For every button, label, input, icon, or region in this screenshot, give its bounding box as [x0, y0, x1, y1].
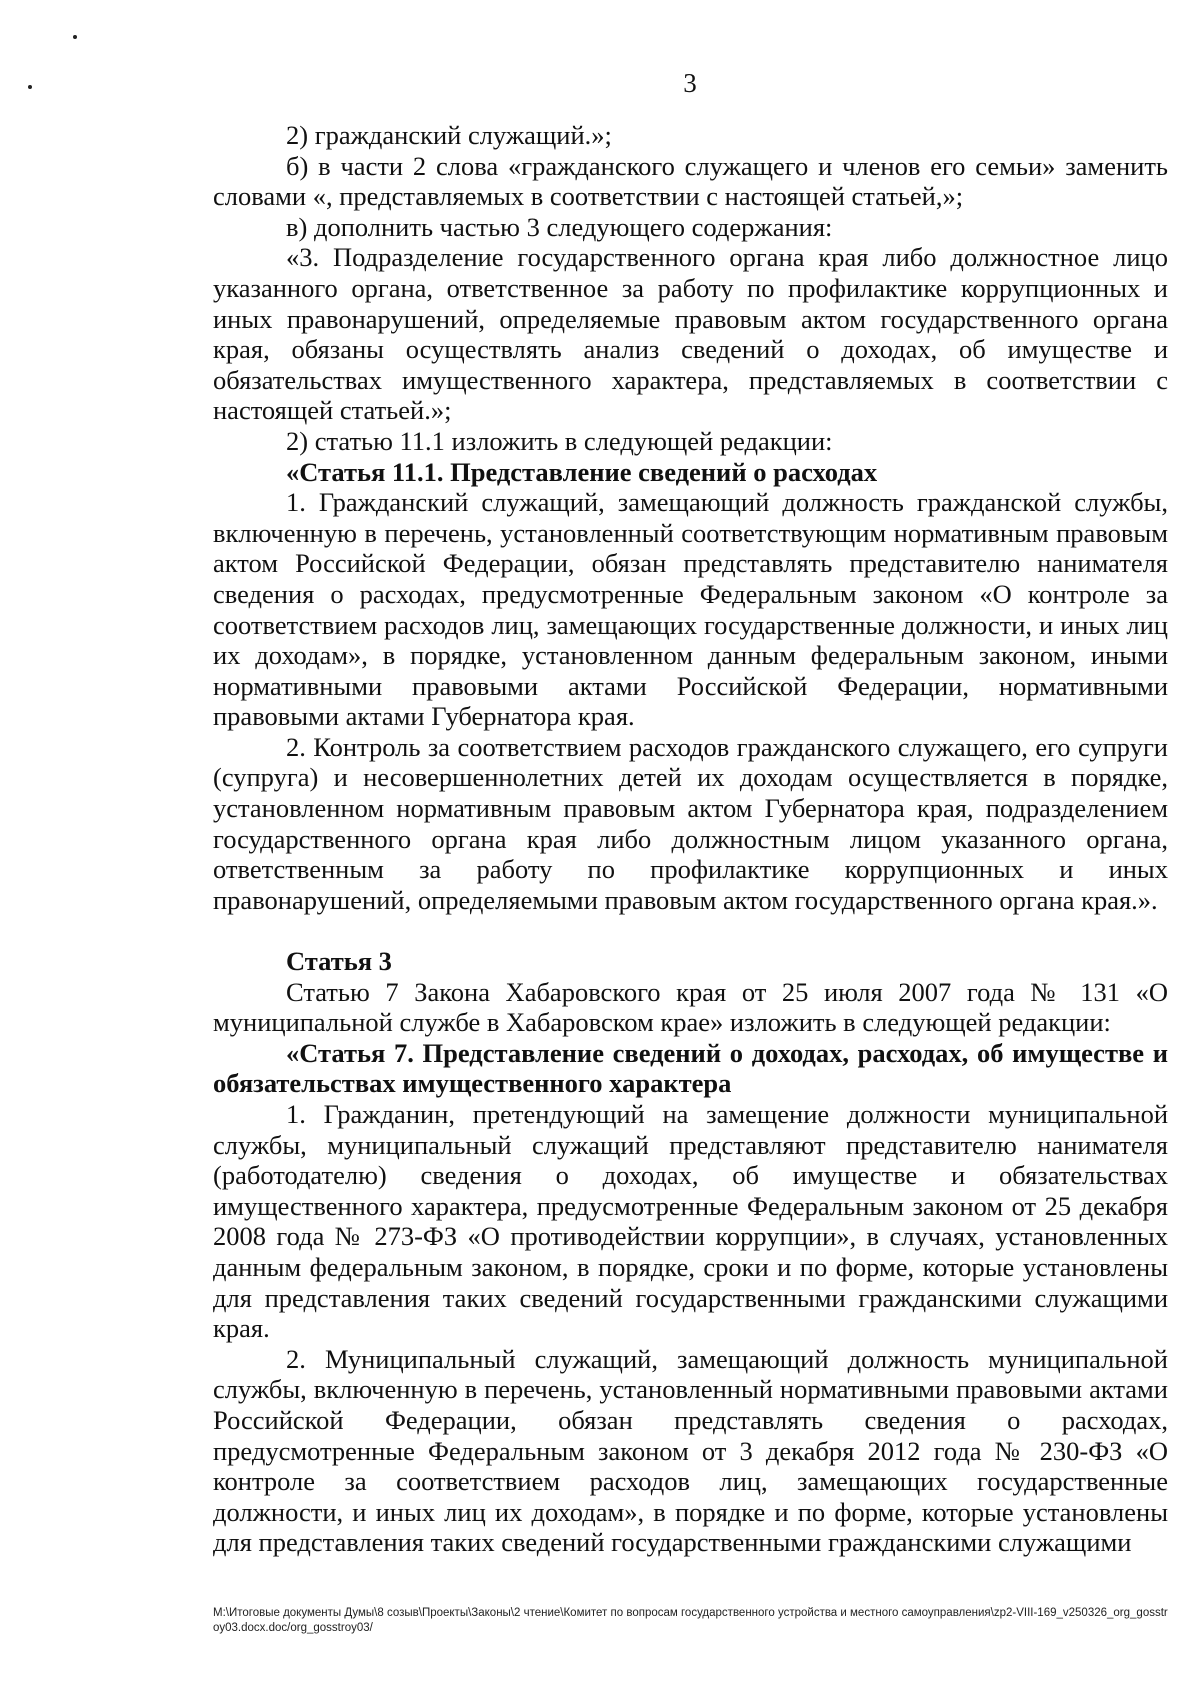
- file-path-footer: M:\Итоговые документы Думы\8 созыв\Проекты\Законы\2 чтение\Комитет по вопросам государственного устройства и местного самоуправления\zp2-VIII-169_v250326_org_gosstroy03.docx.doc/org_gosstroy03/: [213, 1607, 1168, 1634]
- paragraph: 2) гражданский служащий.»;: [286, 120, 612, 150]
- paragraph: 2. Контроль за соответствием расходов гражданского служащего, его супруги (супруга) и несовершеннолетних детей их доходам осуществляется в порядке, установленном нормативным правовым актом Губернатора края, подразделением государственного органа края либо должностным лицом указанного органа, ответственным за работу по профилактике коррупционных и иных правонарушений, определяемыми правовым актом государственного органа края.».: [213, 731, 1168, 915]
- paragraph: 1. Гражданский служащий, замещающий должность гражданской службы, включенную в перечень, установленный соответствующим нормативным правовым актом Российской Федерации, обязан представлять представителю нанимателя сведения о расходах, предусмотренные Федеральным законом «О контроле за соответствием расходов лиц, замещающих государственные должности, и иных лиц их доходам», в порядке, установленном данным федеральным законом, иными нормативными правовыми актами Российской Федерации, нормативными правовыми актами Губернатора края.: [213, 487, 1168, 732]
- article-heading: Статья 3: [286, 946, 392, 977]
- article-heading: «Статья 11.1. Представление сведений о расходах: [286, 456, 878, 487]
- paragraph: 2. Муниципальный служащий, замещающий должность муниципальной службы, включенную в перечень, установленный нормативными правовыми актами Российской Федерации, обязан представлять сведения о расходах, предусмотренные Федеральным законом от 3 декабря 2012 года № 230-ФЗ «О контроле за соответствием расходов лиц, замещающих государственные должности, и иных лиц их доходам», в порядке и по форме, которые установлены для представления таких сведений государственными гражданскими служащими: [213, 1343, 1168, 1558]
- paragraph: 1. Гражданин, претендующий на замещение должности муниципальной службы, муниципальный служащий представляют представителю нанимателя (работодателю) сведения о доходах, об имуществе и обязательствах имущественного характера, предусмотренные Федеральным законом от 25 декабря 2008 года № 273-ФЗ «О противодействии коррупции», в случаях, установленных данным федеральным законом, в порядке, сроки и по форме, которые установлены для представления таких сведений государственными гражданскими служащими края.: [213, 1099, 1168, 1344]
- paragraph: «3. Подразделение государственного органа края либо должностное лицо указанного органа, ответственное за работу по профилактике коррупционных и иных правонарушений, определяемые правовым актом государственного органа края, обязаны осуществлять анализ сведений о доходах, об имуществе и обязательствах имущественного характера, представляемых в соответствии с настоящей статьей.»;: [213, 242, 1168, 426]
- paragraph: Статью 7 Закона Хабаровского края от 25 июля 2007 года № 131 «О муниципальной службе в Хабаровском крае» изложить в следующей редакции:: [213, 976, 1168, 1038]
- paragraph: в) дополнить частью 3 следующего содержания:: [286, 211, 833, 242]
- document-body: [213, 120, 1168, 1558]
- paragraph: б) в части 2 слова «гражданского служащего и членов его семьи» заменить словами «, представляемых в соответствии с настоящей статьей,»;: [213, 150, 1168, 212]
- page-number: 3: [683, 68, 697, 98]
- scan-speck: [73, 35, 77, 39]
- article-heading: «Статья 7. Представление сведений о доходах, расходах, об имуществе и обязательствах имущественного характера: [213, 1037, 1168, 1099]
- paragraph: 2) статью 11.1 изложить в следующей редакции:: [286, 425, 833, 456]
- spacer: [213, 915, 1168, 946]
